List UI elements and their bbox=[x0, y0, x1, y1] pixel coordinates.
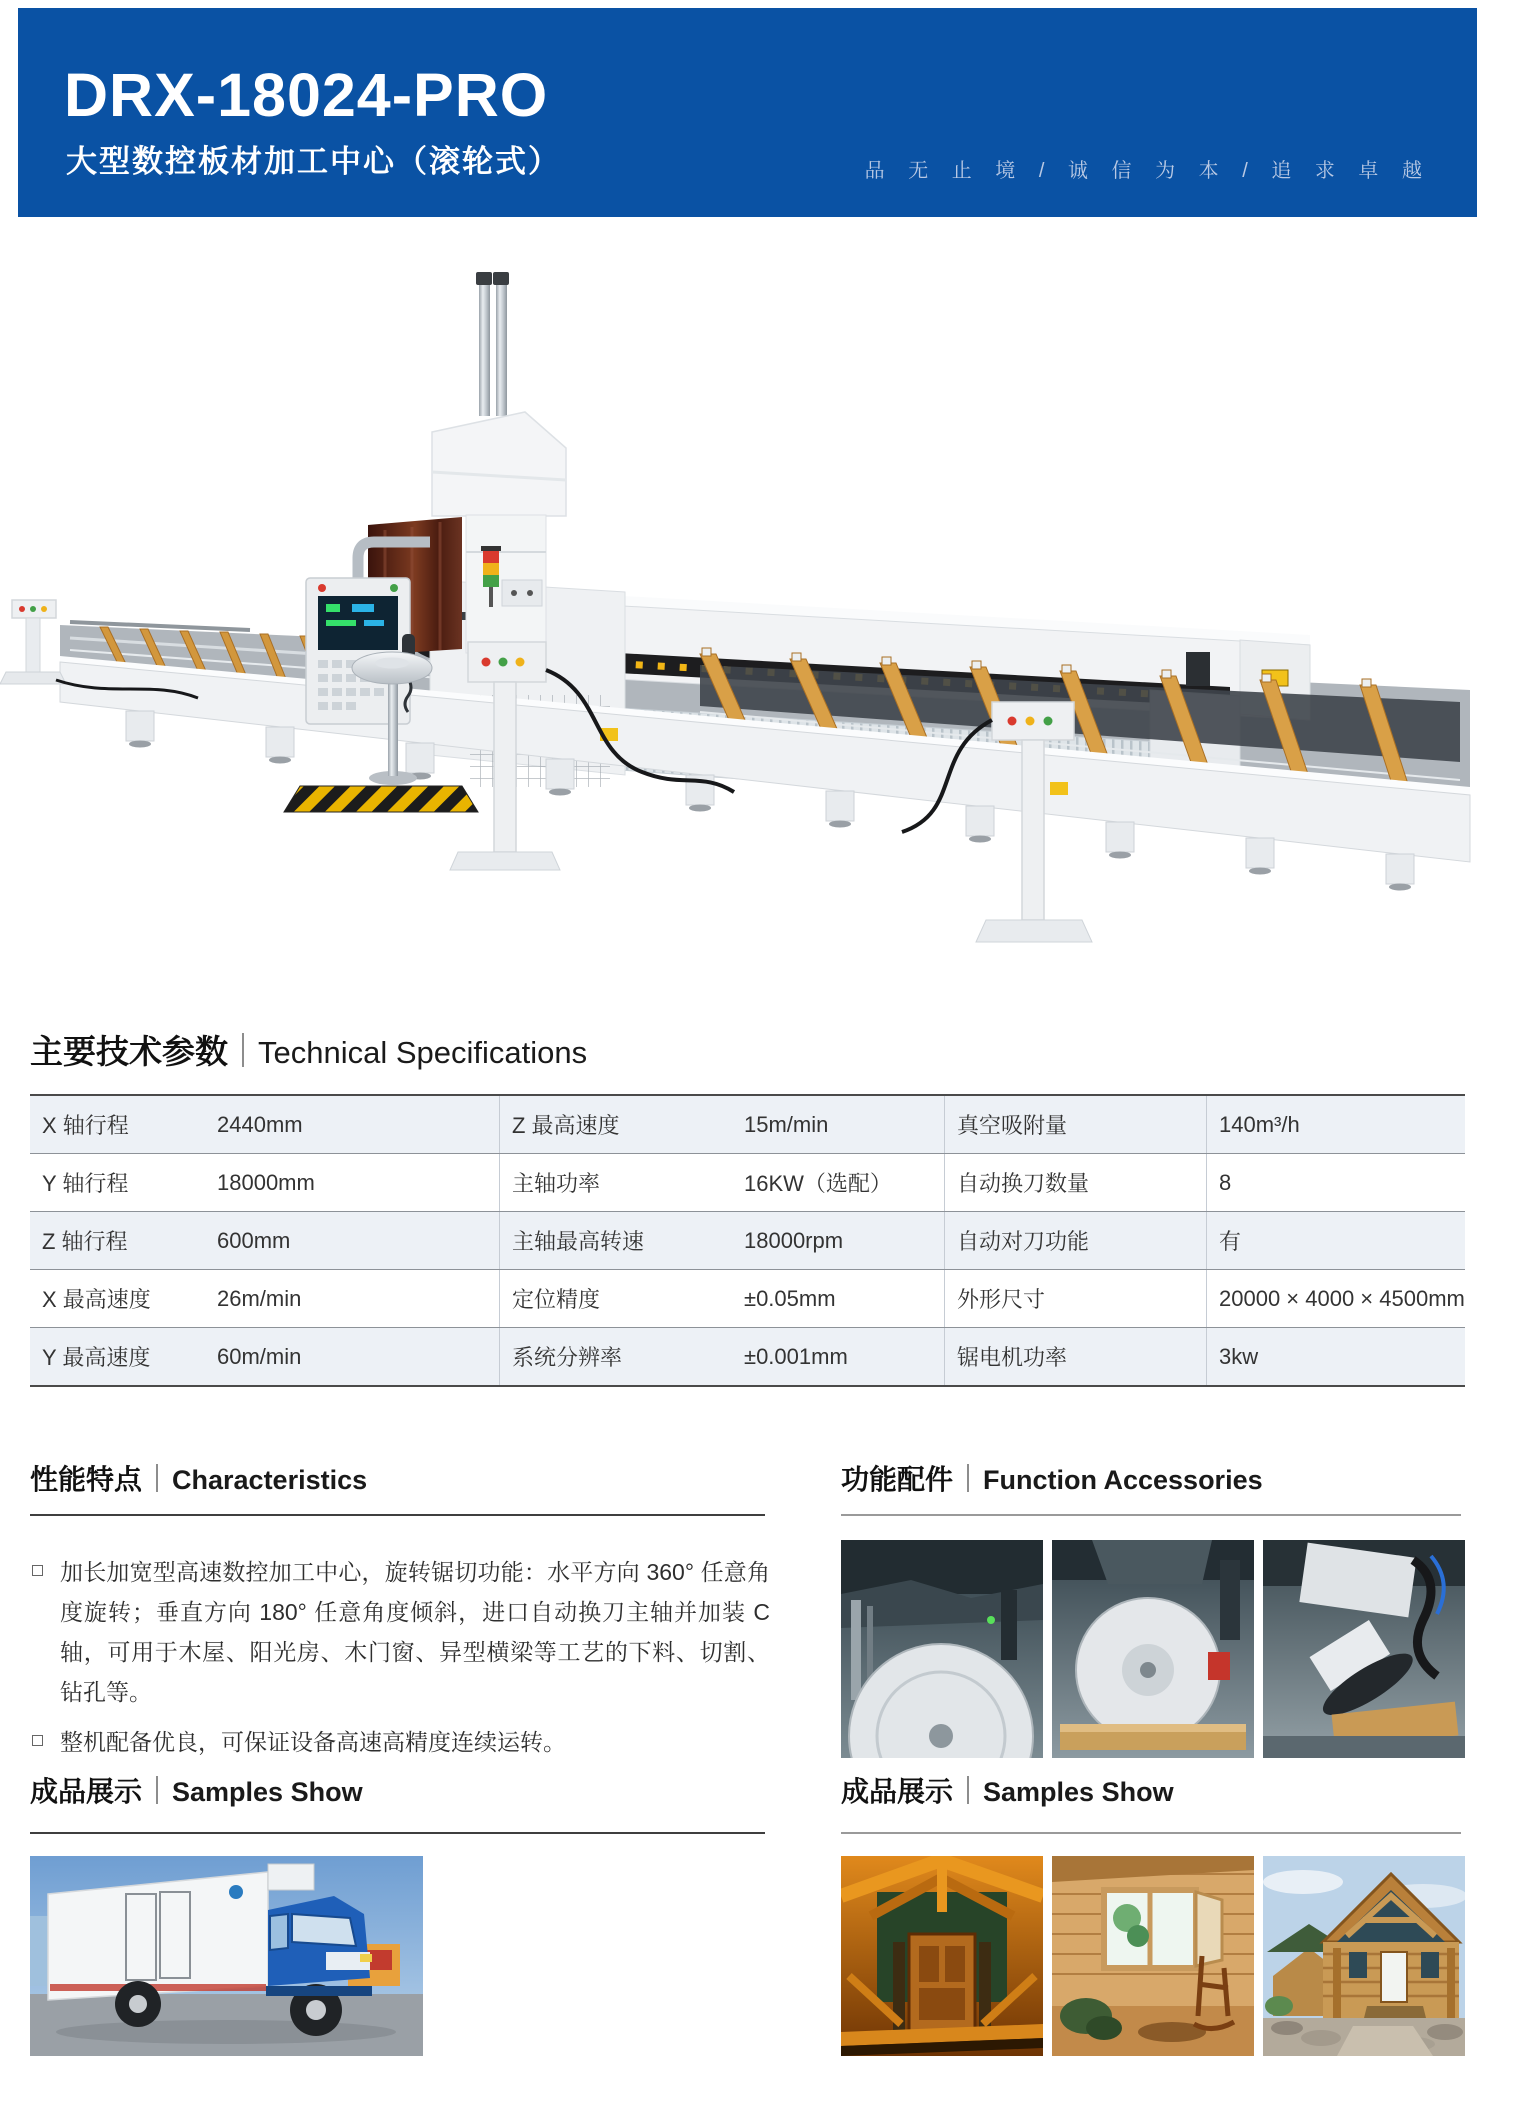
spec-value: 140m³/h bbox=[1219, 1111, 1300, 1137]
sample-photo-timber-entrance bbox=[841, 1856, 1043, 2056]
samples-left-title-en: Samples Show bbox=[172, 1777, 363, 1807]
table-row bbox=[30, 1212, 1465, 1270]
spec-label: 定位精度 bbox=[512, 1287, 601, 1312]
spec-label: 外形尺寸 bbox=[945, 1270, 1207, 1327]
sample-photo-log-house bbox=[1263, 1856, 1465, 2056]
bullet-square-icon bbox=[32, 1565, 43, 1576]
characteristics-title-en: Characteristics bbox=[172, 1465, 368, 1495]
characteristics-section-heading bbox=[30, 1458, 367, 1498]
heading-divider bbox=[156, 1776, 158, 1804]
section-rule bbox=[841, 1514, 1461, 1516]
heading-divider bbox=[967, 1464, 969, 1492]
spec-value: ±0.05mm bbox=[732, 1270, 945, 1327]
spec-label: 主轴功率 bbox=[512, 1171, 601, 1196]
characteristic-item bbox=[30, 1552, 770, 1712]
bullet-square-icon bbox=[32, 1735, 43, 1746]
specs-section-heading bbox=[30, 1026, 587, 1073]
spec-label: Z 轴行程 bbox=[42, 1229, 128, 1254]
spec-label: 真空吸附量 bbox=[945, 1096, 1207, 1153]
product-subtitle: 大型数控板材加工中心（滚轮式） bbox=[66, 144, 561, 179]
samples-right-title-en: Samples Show bbox=[983, 1777, 1174, 1807]
spec-label: 系统分辨率 bbox=[512, 1345, 623, 1370]
spec-label: Z 最高速度 bbox=[512, 1113, 620, 1138]
section-rule bbox=[30, 1514, 765, 1516]
accessory-photo-saw-blade-unit bbox=[841, 1540, 1043, 1758]
table-row bbox=[30, 1154, 1465, 1212]
spec-value: 2440mm bbox=[205, 1096, 500, 1153]
hazard-floor-mat bbox=[284, 786, 478, 812]
heading-divider bbox=[967, 1776, 969, 1804]
accessories-title-zh: 功能配件 bbox=[841, 1464, 954, 1495]
table-row bbox=[30, 1096, 1465, 1154]
heading-divider bbox=[242, 1033, 244, 1067]
heading-divider bbox=[156, 1464, 158, 1492]
accessory-photo-tilting-head bbox=[1263, 1540, 1465, 1758]
samples-left-section-heading bbox=[30, 1770, 363, 1810]
sample-photo-refrigerated-truck bbox=[30, 1856, 423, 2056]
characteristic-text: 加长加宽型高速数控加工中心，旋转锯切功能：水平方向 360° 任意角度旋转；垂直方向 180° 任意角度倾斜，进口自动换刀主轴并加装 C 轴，可用于木屋、阳光房、木门窗、异型横梁等工艺的下料、切割、钻孔等。 bbox=[60, 1559, 770, 1705]
sample-photo-cabin-interior bbox=[1052, 1856, 1254, 2056]
spec-label: X 轴行程 bbox=[42, 1113, 129, 1138]
characteristic-text: 整机配备优良，可保证设备高速高精度连续运转。 bbox=[60, 1729, 566, 1755]
spec-label: 主轴最高转速 bbox=[512, 1229, 645, 1254]
characteristic-item bbox=[30, 1722, 770, 1762]
spec-value: 26m/min bbox=[205, 1270, 500, 1327]
spec-value: 600mm bbox=[205, 1212, 500, 1269]
spec-value: 18000rpm bbox=[732, 1212, 945, 1269]
spec-value: 16KW（选配） bbox=[732, 1154, 945, 1211]
spec-table bbox=[30, 1094, 1465, 1387]
spec-value: ±0.001mm bbox=[732, 1328, 945, 1385]
section-rule bbox=[841, 1832, 1461, 1834]
spec-label: Y 最高速度 bbox=[42, 1345, 151, 1370]
spec-value: 15m/min bbox=[732, 1096, 945, 1153]
spec-value: 20000 × 4000 × 4500mm bbox=[1219, 1285, 1465, 1311]
spec-label: Y 轴行程 bbox=[42, 1171, 129, 1196]
samples-right-section-heading bbox=[841, 1770, 1174, 1810]
accessory-photo-blade-clamp bbox=[1052, 1540, 1254, 1758]
spec-value: 60m/min bbox=[205, 1328, 500, 1385]
spec-label: 锯电机功率 bbox=[945, 1328, 1207, 1385]
blade-clamp bbox=[1208, 1652, 1230, 1680]
header-banner bbox=[18, 8, 1477, 217]
samples-right-title-zh: 成品展示 bbox=[841, 1776, 954, 1807]
spec-value: 18000mm bbox=[205, 1154, 500, 1211]
machine-illustration bbox=[0, 250, 1524, 1020]
spec-label: X 最高速度 bbox=[42, 1287, 151, 1312]
spec-value: 3kw bbox=[1219, 1343, 1259, 1369]
accessories-section-heading bbox=[841, 1458, 1263, 1498]
brand-slogan: 品 无 止 境 / 诚 信 为 本 / 追 求 卓 越 bbox=[864, 160, 1431, 182]
specs-title-en: Technical Specifications bbox=[258, 1035, 588, 1070]
spec-label: 自动对刀功能 bbox=[945, 1212, 1207, 1269]
product-model-title: DRX-18024-PRO bbox=[64, 61, 549, 129]
samples-left-title-zh: 成品展示 bbox=[30, 1776, 143, 1807]
spec-value: 8 bbox=[1219, 1169, 1232, 1195]
table-row bbox=[30, 1328, 1465, 1385]
table-row bbox=[30, 1270, 1465, 1328]
accessories-title-en: Function Accessories bbox=[983, 1465, 1263, 1495]
spec-label: 自动换刀数量 bbox=[945, 1154, 1207, 1211]
machine-photo bbox=[0, 250, 1524, 1020]
specs-title-zh: 主要技术参数 bbox=[30, 1033, 228, 1070]
spec-value: 有 bbox=[1219, 1229, 1242, 1254]
characteristics-list bbox=[30, 1552, 770, 1772]
characteristics-title-zh: 性能特点 bbox=[30, 1464, 143, 1495]
section-rule bbox=[30, 1832, 765, 1834]
